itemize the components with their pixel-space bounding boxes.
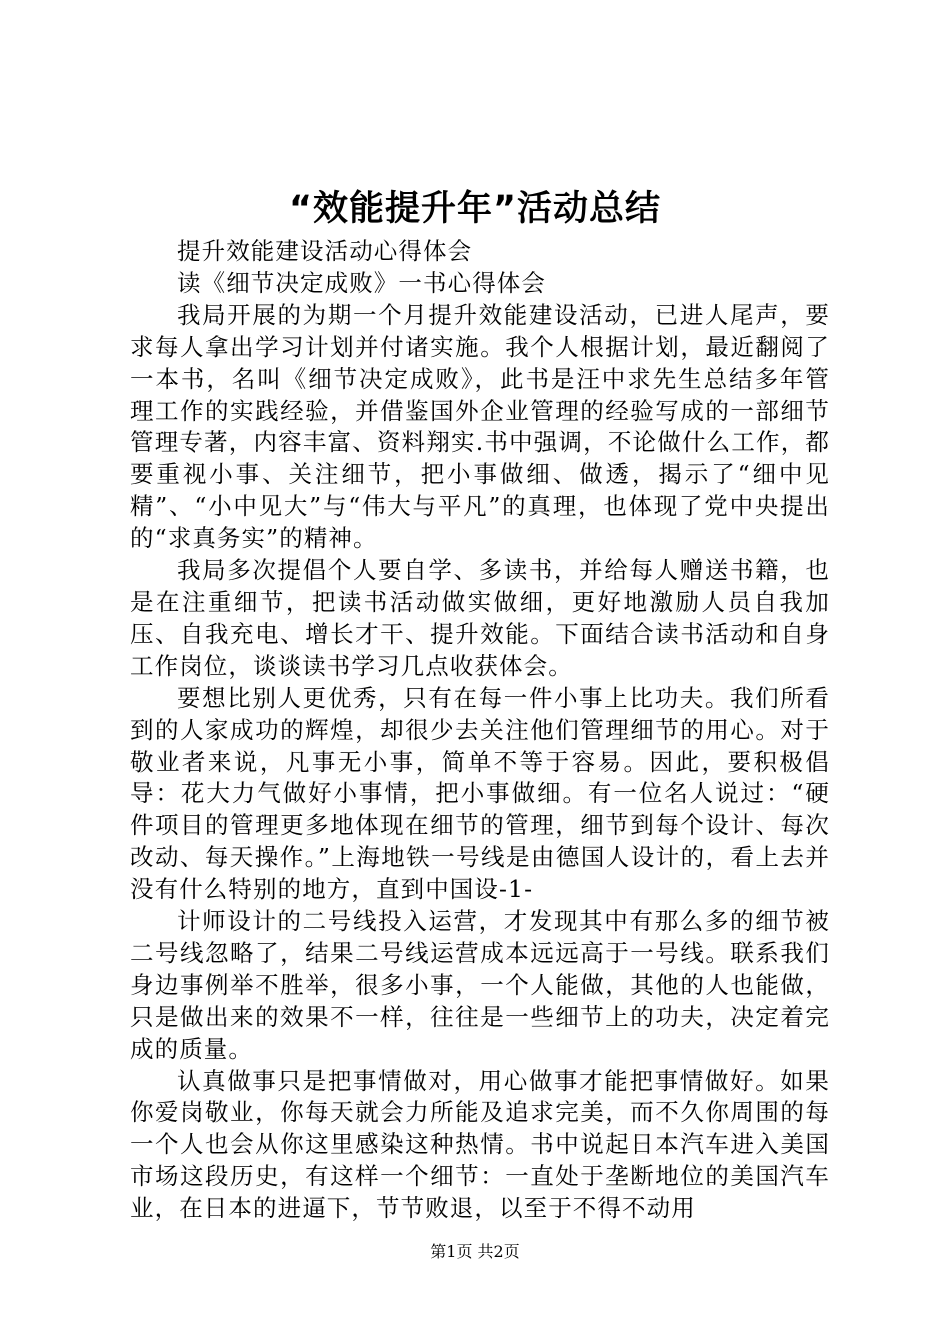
body-paragraph: 我局开展的为期一个月提升效能建设活动，已进人尾声，要求每人拿出学习计划并付诸实施。我个人根据计划，最近翻阅了一本书，名叫《细节决定成败》，此书是汪中求先生总结多年管理工作的实践经验，并借鉴国外企业管理的经验写成的一部细节管理专著，内容丰富、资料翔实.书中强调，不论做什么工作，都要重视小事、关注细节，把小事做细、做透，揭示了“细中见精”、“小中见大”与“伟大与平凡”的真理，也体现了党中央提出的“求真务实”的精神。 [130,300,830,553]
body-paragraph: 计师设计的二号线投入运营，才发现其中有那么多的细节被二号线忽略了，结果二号线运营成本远远高于一号线。联系我们身边事例举不胜举，很多小事，一个人能做，其他的人也能做，只是做出来的效果不一样，往往是一些细节上的功夫，决定着完成的质量。 [130,907,830,1063]
subtitle-line: 读《细节决定成败》一书心得体会 [177,268,546,297]
page-footer: 第1页 共2页 [430,1242,520,1261]
document-body [130,236,830,1225]
body-paragraph: 要想比别人更优秀，只有在每一件小事上比功夫。我们所看到的人家成功的辉煌，却很少去关注他们管理细节的用心。对于敬业者来说，凡事无小事，简单不等于容易。因此，要积极倡导：花大力气做好小事情，把小事做细。有一位名人说过：“硬件项目的管理更多地体现在细节的管理，细节到每个设计、每次改动、每天操作。”上海地铁一号线是由德国人设计的，看上去并没有什么特别的地方，直到中国设-1- [130,683,830,904]
document-title: “效能提升年”活动总结 [288,189,661,229]
body-paragraph: 我局多次提倡个人要自学、多读书，并给每人赠送书籍，也是在注重细节，把读书活动做实做细，更好地激励人员自我加压、自我充电、增长才干、提升效能。下面结合读书活动和自身工作岗位，谈谈读书学习几点收获体会。 [130,556,830,680]
subtitle-line: 提升效能建设活动心得体会 [177,237,473,265]
body-paragraph: 认真做事只是把事情做对，用心做事才能把事情做好。如果你爱岗敬业，你每天就会力所能及追求完美，而不久你周围的每一个人也会从你这里感染这种热情。书中说起日本汽车进入美国市场这段历史，有这样一个细节：一直处于垄断地位的美国汽车业，在日本的进逼下，节节败退，以至于不得不动用 [130,1066,830,1223]
